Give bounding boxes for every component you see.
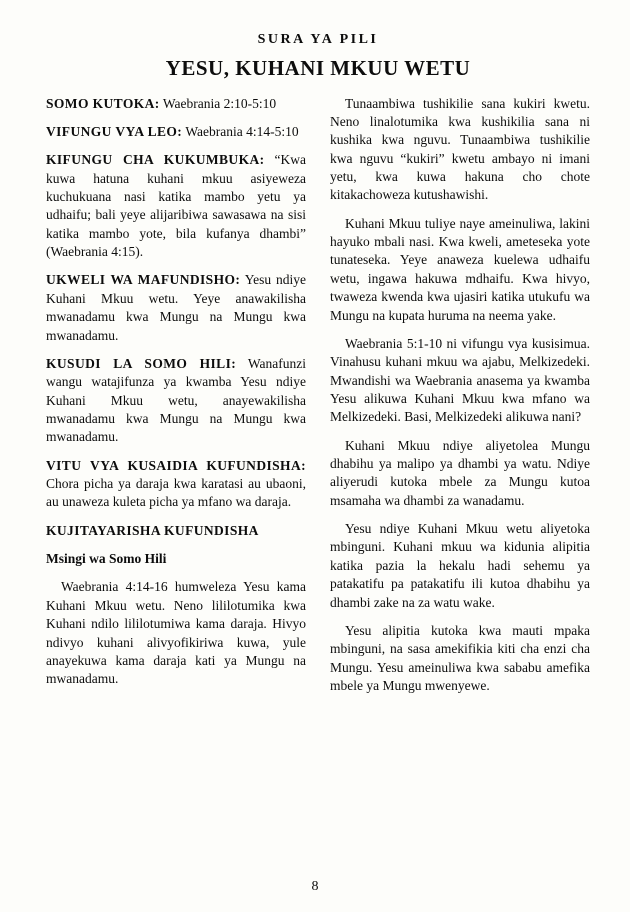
page-title: YESU, KUHANI MKUU WETU	[165, 56, 471, 81]
section-body: Waebrania 4:14-5:10	[185, 123, 299, 139]
page-number: 8	[311, 878, 319, 894]
body-paragraph: Yesu ndiye Kuhani Mkuu wetu aliyetoka mbinguni. Kuhani mkuu wa kidunia alipitia katika pazia la hekalu hadi sehemu ya patakatifu pa patakatifu ili kutoa dhabihu ya dhambi zake na za watu wake.	[330, 521, 590, 610]
chapter-label: SURA YA PILI	[257, 32, 379, 47]
section-todays-passages	[46, 123, 306, 141]
page-header	[46, 30, 590, 83]
section-label: VITU VYA KUSAIDIA KUFUNDISHA:	[46, 457, 306, 473]
section-label: VIFUNGU VYA LEO:	[46, 123, 183, 139]
section-body: Wanafunzi wangu watajifunza ya kwamba Yesu ndiye Kuhani Mkuu wetu, anayewakilisha mwanadamu kwa Mungu na Mungu kwa mwanadamu.	[46, 355, 306, 445]
section-body: Waebrania 2:10-5:10	[162, 95, 277, 111]
body-paragraph: Yesu alipitia kutoka kwa mauti mpaka mbinguni, na sasa amekifikia kiti cha enzi cha Mungu. Yesu ameinuliwa kwa sababu amefika mbele ya Mungu mwenyewe.	[330, 622, 590, 693]
lesson-basis-paragraph: Waebrania 4:14-16 humweleza Yesu kama Kuhani Mkuu wetu. Neno lililotumika kwa Kuhani ndilo lililotumiwa kama daraja. Hivyo ndivyo kuhani alivyofikiriwa kuwa, yule anayekuwa kama daraja kati ya Mungu na mwanadamu.	[46, 579, 306, 687]
body-paragraph: Kuhani Mkuu tuliye naye ameinuliwa, lakini hayuko mbali nasi. Kwa kweli, ameteseka yote tunateseka. Yeye anaweza kuelewa udhaifu wetu, ingawa hakuwa mdhaifu. Kwa hivyo, twaweza kwenda kwa ujasiri katika utukufu wa Mungu na kupata huruma na neema yake.	[330, 215, 590, 323]
section-teaching-truth	[46, 271, 306, 344]
body-paragraph: Kuhani Mkuu ndiye aliyetolea Mungu dhabihu ya malipo ya dhambi ya watu. Ndiye aliyerudi kutoka mbele za Mungu kutoa msamaha wa dhambi za wanadamu.	[330, 437, 590, 508]
section-body: Chora picha ya daraja kwa karatasi au ubaoni, au unaweza kuleta picha ya mfano wa daraja.	[46, 476, 306, 510]
left-column	[46, 95, 306, 706]
section-label: UKWELI WA MAFUNDISHO:	[46, 272, 241, 288]
section-lesson-purpose	[46, 355, 306, 447]
lesson-basis-subheading: Msingi wa Somo Hili	[46, 551, 167, 567]
prepare-to-teach-heading: KUJITAYARISHA KUFUNDISHA	[46, 522, 259, 538]
section-body: “Kwa kuwa hatuna kuhani mkuu asiyeweza kuchukuana nasi katika mambo yetu ya udhaifu; bali yeye alijaribiwa sawasawa na sisi katika mambo yote, bila kufanya dhambi” (Waebrania 4:15).	[46, 152, 307, 260]
section-body: Yesu ndiye Kuhani Mkuu wetu. Yeye anawakilisha mwanadamu kwa Mungu na Mungu kwa mwanadamu.	[46, 272, 306, 343]
section-label: KUSUDI LA SOMO HILI:	[46, 355, 237, 371]
section-memory-verse	[46, 151, 306, 261]
section-label: SOMO KUTOKA:	[46, 95, 160, 111]
right-column	[330, 95, 590, 706]
section-label: KIFUNGU CHA KUKUMBUKA:	[46, 152, 265, 168]
section-teaching-aids	[46, 457, 306, 512]
section-lesson-source	[46, 95, 306, 113]
two-column-text	[46, 95, 590, 706]
body-paragraph: Tunaambiwa tushikilie sana kukiri kwetu. Neno linalotumika kwa kushikilia sana ni kushika kwa nguvu. Tunaambiwa tushikilie kwa nguvu “kukiri” kwetu ambayo ni imani yetu, kwa kuwa hakuna cho chote kitakachoweza kutushawishi.	[330, 95, 590, 203]
body-paragraph: Waebrania 5:1-10 ni vifungu vya kusisimua. Vinahusu kuhani mkuu wa ajabu, Melkizedeki. Mwandishi wa Waebrania anasema ya kwamba Yesu alikuwa Kuhani Mkuu kwa mfano wa Melkizedeki. Basi, Melkizedeki alikuwa nani?	[330, 335, 590, 425]
